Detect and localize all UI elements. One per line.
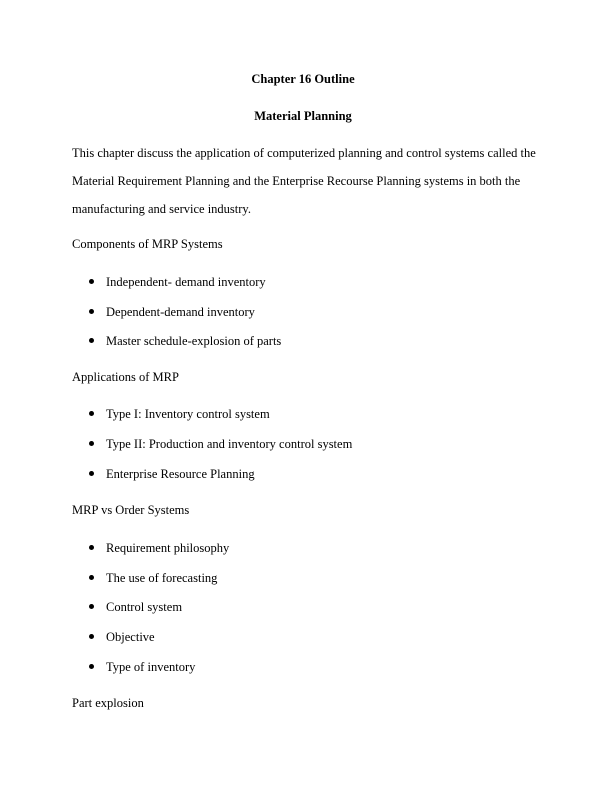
- bullet-icon: [89, 664, 94, 669]
- chapter-title: Chapter 16 Outline: [251, 72, 355, 86]
- bullet-icon: [89, 411, 94, 416]
- list-item-text: The use of forecasting: [106, 571, 218, 586]
- bullet-icon: [89, 279, 94, 284]
- list-item-text: Objective: [106, 630, 155, 645]
- list-item-text: Control system: [106, 600, 183, 615]
- bullet-icon: [89, 471, 94, 476]
- bullet-icon: [89, 545, 94, 550]
- list-item: [89, 405, 270, 421]
- section-heading-components: Components of MRP Systems: [72, 237, 223, 251]
- section-heading-applications: Applications of MRP: [72, 370, 179, 384]
- intro-line-1: This chapter discuss the application of computerized planning and control systems called the: [72, 146, 536, 160]
- list-item-text: Type I: Inventory control system: [106, 407, 270, 422]
- list-item: [89, 303, 255, 319]
- bullet-icon: [89, 604, 94, 609]
- section-heading-mrp-vs-order: MRP vs Order Systems: [72, 503, 190, 517]
- bullet-icon: [89, 309, 94, 314]
- bullet-icon: [89, 634, 94, 639]
- section-heading-part-explosion: Part explosion: [72, 696, 144, 710]
- list-item: [89, 332, 281, 348]
- document-subtitle: Material Planning: [254, 109, 352, 123]
- list-item: [89, 569, 217, 585]
- list-item-text: Dependent-demand inventory: [106, 305, 255, 320]
- list-item: [89, 598, 182, 614]
- intro-line-3: manufacturing and service industry.: [72, 202, 251, 216]
- list-item-text: Type II: Production and inventory control system: [106, 437, 353, 452]
- bullet-icon: [89, 338, 94, 343]
- list-item: [89, 658, 195, 674]
- list-item-text: Type of inventory: [106, 660, 196, 675]
- list-item: [89, 273, 266, 289]
- list-item: [89, 539, 229, 555]
- list-item-text: Master schedule-explosion of parts: [106, 334, 282, 349]
- list-item-text: Requirement philosophy: [106, 541, 230, 556]
- bullet-icon: [89, 441, 94, 446]
- intro-line-2: Material Requirement Planning and the Enterprise Recourse Planning systems in both the: [72, 174, 521, 188]
- list-item-text: Independent- demand inventory: [106, 275, 266, 290]
- bullet-icon: [89, 575, 94, 580]
- list-item: [89, 465, 255, 481]
- list-item: [89, 435, 352, 451]
- list-item-text: Enterprise Resource Planning: [106, 467, 255, 482]
- list-item: [89, 628, 155, 644]
